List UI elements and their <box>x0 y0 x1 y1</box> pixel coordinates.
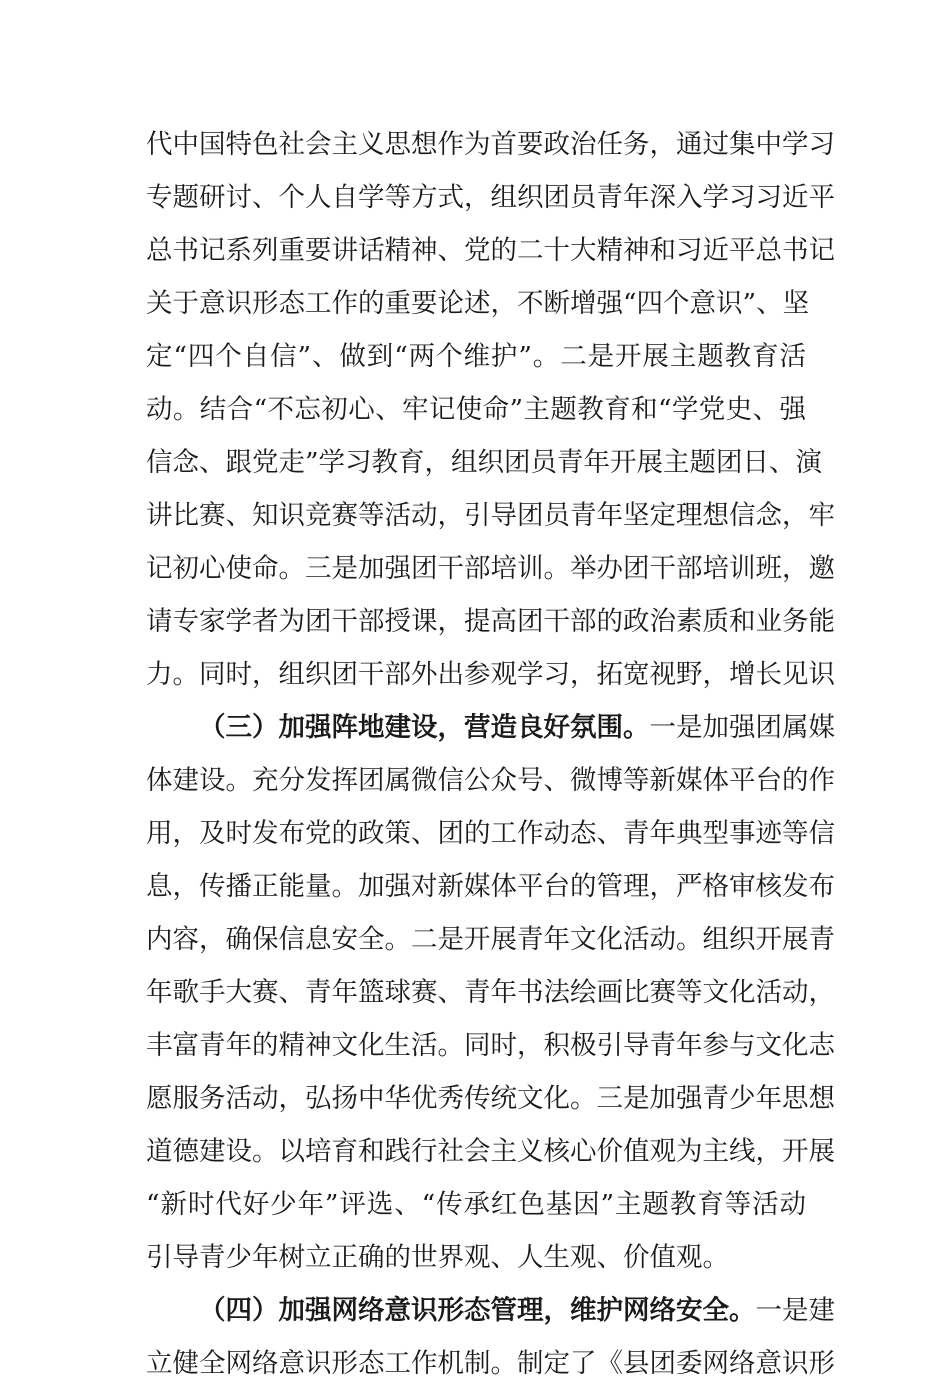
text-line: 立健全网络意识形态工作机制。制定了《县团委网络意识形 <box>146 1348 835 1379</box>
section-heading-line <box>146 1284 835 1337</box>
section-heading: （三）加强阵地建设，营造良好氛围。 <box>199 712 650 743</box>
text-line: 记初心使命。三是加强团干部培训。举办团干部培训班，邀 <box>146 553 835 584</box>
text-line: 讲比赛、知识竞赛等活动，引导团员青年坚定理想信念，牢 <box>146 500 835 531</box>
text-line: 用，及时发布党的政策、团的工作动态、青年典型事迹等信 <box>146 818 835 849</box>
text-line: 力。同时，组织团干部外出参观学习，拓宽视野，增长见识 <box>146 659 835 690</box>
text-line: 丰富青年的精神文化生活。同时，积极引导青年参与文化志 <box>146 1030 835 1061</box>
text-line: 内容，确保信息安全。二是开展青年文化活动。组织开展青 <box>146 924 835 955</box>
text-line: 体建设。充分发挥团属微信公众号、微博等新媒体平台的作 <box>146 765 835 796</box>
text-line: 愿服务活动，弘扬中华优秀传统文化。三是加强青少年思想 <box>146 1083 835 1114</box>
section-text: 一是加强团属媒 <box>649 712 835 743</box>
text-line: 信念、跟党走”学习教育，组织团员青年开展主题团日、演 <box>146 447 823 478</box>
text-line: 总书记系列重要讲话精神、党的二十大精神和习近平总书记 <box>146 235 835 266</box>
text-line: 专题研讨、个人自学等方式，组织团员青年深入学习习近平 <box>146 182 835 213</box>
text-line: 关于意识形态工作的重要论述，不断增强“四个意识”、坚 <box>146 288 810 319</box>
section-heading-line <box>146 701 835 754</box>
document-body <box>146 118 835 1390</box>
text-line: 请专家学者为团干部授课，提高团干部的政治素质和业务能 <box>146 606 835 637</box>
text-line: 引导青少年树立正确的世界观、人生观、价值观。 <box>146 1242 729 1273</box>
section-text: 一是建 <box>755 1295 835 1326</box>
section-heading: （四）加强网络意识形态管理，维护网络安全。 <box>199 1295 756 1326</box>
text-line: 年歌手大赛、青年篮球赛、青年书法绘画比赛等文化活动， <box>146 977 835 1008</box>
text-line: “新时代好少年”评选、“传承红色基因”主题教育等活动 <box>146 1189 806 1220</box>
text-line: 定“四个自信”、做到“两个维护”。二是开展主题教育活 <box>146 341 806 372</box>
text-line: 道德建设。以培育和践行社会主义核心价值观为主线，开展 <box>146 1136 835 1167</box>
text-line: 代中国特色社会主义思想作为首要政治任务，通过集中学习 <box>146 129 835 160</box>
text-line: 息，传播正能量。加强对新媒体平台的管理，严格审核发布 <box>146 871 835 902</box>
text-line: 动。结合“不忘初心、牢记使命”主题教育和“学党史、强 <box>146 394 806 425</box>
